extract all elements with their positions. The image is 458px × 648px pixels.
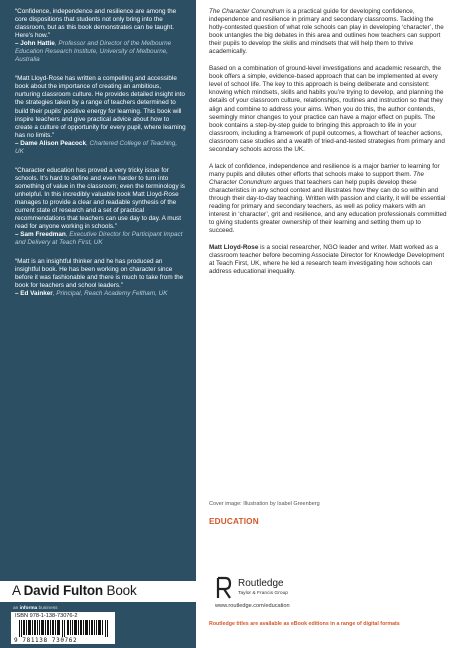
endorsement-vainker — [15, 258, 187, 298]
publisher-url[interactable]: www.routledge.com/education — [215, 603, 290, 609]
series-name: David Fulton — [23, 583, 103, 598]
quote-attribution — [15, 140, 187, 156]
endorsements — [15, 8, 187, 310]
endorsement-freedman — [15, 167, 187, 247]
quote-attribution — [15, 231, 187, 247]
quote-author-role: , Professor and Director of the Melbourne Education Research Institute, University of Melbourne, Australia — [15, 40, 172, 64]
routledge-logo-icon — [215, 576, 233, 600]
endorsement-peacock — [15, 75, 187, 155]
quote-author: – Sam Freedman — [15, 231, 66, 239]
book-description — [209, 8, 447, 285]
david-fulton-banner — [0, 581, 196, 602]
informa-brand: informa — [19, 606, 38, 611]
quote-text: “Matt Lloyd-Rose has written a compelling and accessible book about the importance of creating an ambitious, nurturing classroom culture. He provides detailed insight into the strategies taken by a range of teachers determined to build their pupils’ positive energy for learning. This book will inspire teachers and give practical advice about how to create a culture of opportunity for every pupil, where learning has no limits.” — [15, 75, 186, 139]
quote-author: – Ed Vainker — [15, 290, 53, 298]
digital-formats-note: Routledge titles are available as eBook editions in a range of digital formats — [209, 621, 400, 627]
author-bio-text: is a social researcher, NGO leader and writer. Matt worked as a classroom teacher before becoming Associate Director for Knowledge Development at Teach First, UK, where he led a research team investigating how schools can address educational inequality. — [209, 244, 445, 276]
quote-author-role: , Chartered College of Teaching, UK — [15, 139, 178, 155]
description-paragraph-3 — [209, 163, 447, 235]
informa-prefix: an — [13, 606, 20, 611]
category-label: EDUCATION — [209, 517, 259, 526]
quotes-panel — [0, 0, 196, 648]
cover-credit: Cover image: Illustration by Isabel Greenberg — [209, 501, 320, 507]
book-title: The Character Conundrum — [209, 170, 424, 186]
quote-author-role: , Principal, Reach Academy Feltham, UK — [52, 290, 168, 298]
description-paragraph-2: Based on a combination of ground-level investigations and academic research, the book offers a simple, evidence-based approach that can be implemented at every level of school life. The key to this approach is being deliberate and consistent: knowing which mindsets, skills and habits you’re trying to develop, and planning the details of your classroom culture, relationships, routines and instruction so that they align and combine to address your aims. When you do this, the author contends, seemingly minor changes to your practice can have a major effect on pupils. The book contains a step-by-step guide to bringing this approach to life in your classroom, including a framework of pupil outcomes, a flowchart of teacher actions, classroom case studies and a wealth of tried-and-tested strategies from primary and secondary schools across the UK. — [209, 65, 445, 153]
quote-author-role: , Executive Director for Participant Impact and Delivery at Teach First, UK — [15, 231, 183, 247]
quote-text: “Character education has proved a very tricky issue for schools. It’s hard to define and even harder to turn into something of value in the classroom; even the terminology is unhelpful. In this incredibly valuable book Matt Lloyd-Rose manages to provide a clear and readable synthesis of the current state of research and a set of practical recommendations that teachers can use day to day. A must read for anyone working in schools.” — [15, 166, 185, 231]
paragraph-text: A lack of confidence, independence and resilience is a major barrier to learning for many pupils and dilutes other efforts that schools make to support them. — [209, 162, 440, 178]
paragraph-text: argues that teachers can help pupils develop these characteristics in any school context and illustrates how they can do so within and through their day-to-day teaching. Written with passion and clarity, it will be essential reading for primary and secondary teachers, as well as policy makers with an interest in ‘character’, grit and resilience, and any education professionals committed to giving students greater ownership of their learning and setting them up to succeed. — [209, 178, 447, 235]
quote-author: – John Hattie — [15, 40, 55, 48]
paragraph-text: is a practical guide for developing confidence, independence and resilience in primary and secondary classrooms. Tackling the hotly-contested question of what role schools can play in developing ‘character’, the book untangles the big debates in this area and outlines how teachers can support their pupils to develop the skills and mindsets that will help them to thrive academically. — [209, 8, 444, 56]
book-title: The Character Conundrum — [209, 8, 285, 15]
author-bio — [209, 244, 447, 276]
david-fulton-logo — [12, 583, 137, 598]
publisher-group: Taylor & Francis Group — [238, 591, 289, 596]
publisher-name: Routledge — [238, 578, 284, 589]
informa-suffix: business — [37, 606, 58, 611]
isbn-barcode — [11, 612, 115, 644]
barcode-icon — [19, 620, 109, 637]
quote-attribution — [15, 290, 187, 298]
description-paragraph-1 — [209, 8, 447, 56]
quote-attribution — [15, 40, 187, 64]
quote-text: “Matt is an insightful thinker and he has produced an insightful book. He has been working on character since before it was fashionable and there is much to take from the book for teachers and school leaders.” — [15, 258, 184, 290]
informa-line — [13, 606, 58, 611]
series-suffix: Book — [102, 583, 137, 598]
isbn-text: ISBN 978-1-138-73076-2 — [15, 613, 78, 619]
endorsement-hattie — [15, 8, 187, 64]
quote-text: “Confidence, independence and resilience are among the core dispositions that students not only bring into the classroom, but as this book demonstrates can be taught. Here’s how.” — [15, 8, 177, 40]
quote-author: – Dame Alison Peacock — [15, 139, 86, 147]
barcode-number: 9 781138 730762 — [14, 637, 78, 644]
series-prefix: A — [12, 583, 24, 598]
author-name: Matt Lloyd-Rose — [209, 244, 259, 252]
